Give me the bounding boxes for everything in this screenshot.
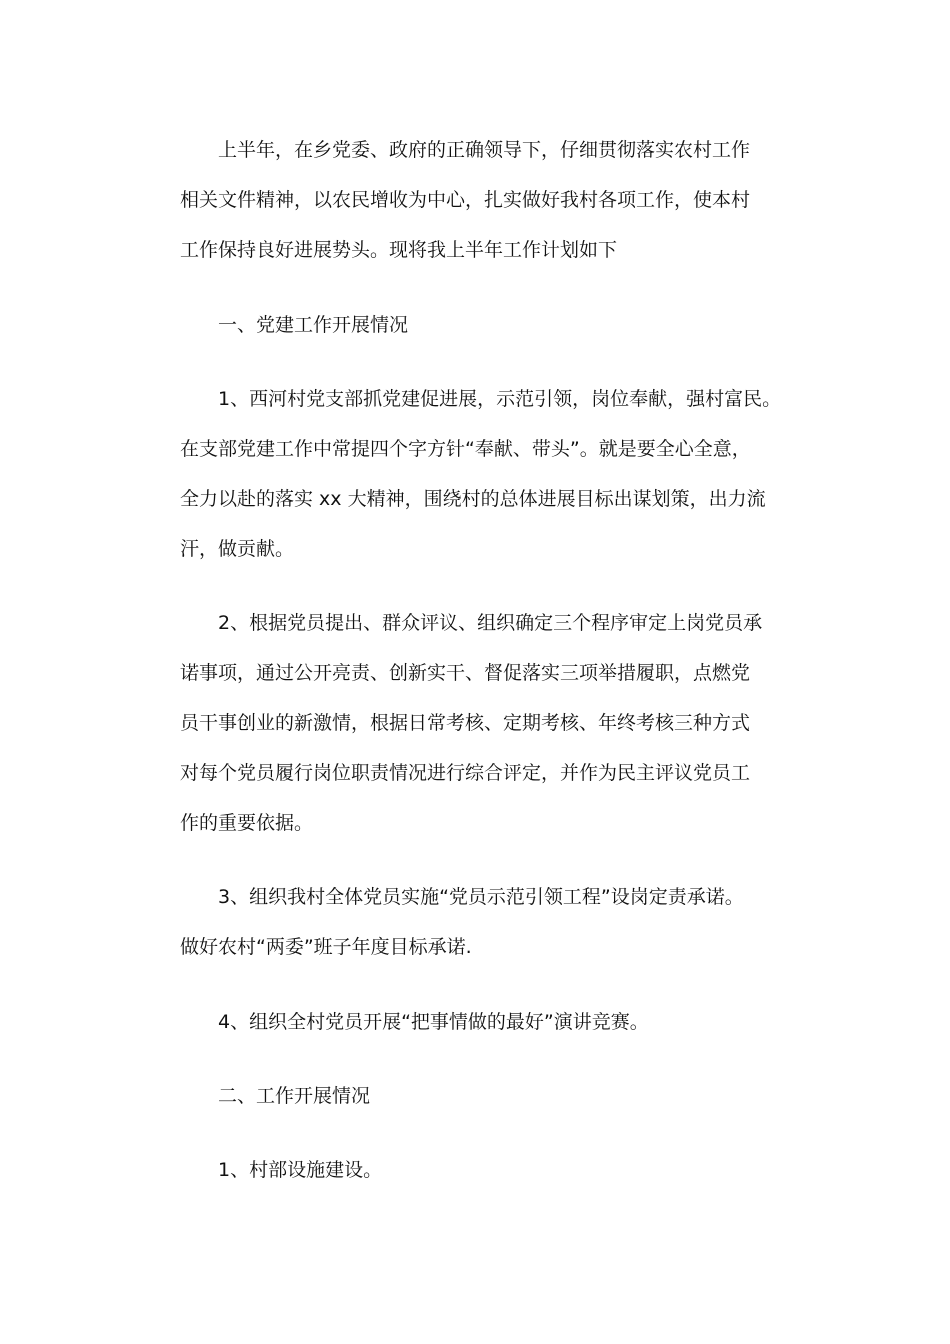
- item2-line-5: 作的重要依据。: [180, 812, 314, 834]
- item2-line-1: 2、根据党员提出、群众评议、组织确定三个程序审定上岗党员承: [218, 612, 763, 634]
- item3-line-1: 3、组织我村全体党员实施“党员示范引领工程”设岗定责承诺。: [218, 886, 744, 908]
- item2-line-4: 对每个党员履行岗位职责情况进行综合评定，并作为民主评议党员工: [180, 762, 751, 784]
- item1-line-3: 全力以赴的落实 xx 大精神，围绕村的总体进展目标出谋划策，出力流: [180, 488, 766, 510]
- item1-line-2: 在支部党建工作中常提四个字方针“奉献、带头”。就是要全心全意，: [180, 438, 751, 460]
- intro-line-3: 工作保持良好进展势头。现将我上半年工作计划如下: [180, 239, 618, 261]
- item2-line-3: 员干事创业的新激情，根据日常考核、定期考核、年终考核三种方式: [180, 712, 751, 734]
- item1-line-4: 汗，做贡献。: [180, 538, 295, 560]
- item5-line-1: 1、村部设施建设。: [218, 1159, 383, 1181]
- section-heading-work-progress: 二、工作开展情况: [218, 1085, 371, 1107]
- item4-line-1: 4、组织全村党员开展“把事情做的最好”演讲竞赛。: [218, 1011, 649, 1033]
- section-heading-party-building: 一、党建工作开展情况: [218, 314, 409, 336]
- intro-line-1: 上半年，在乡党委、政府的正确领导下，仔细贯彻落实农村工作: [218, 139, 751, 161]
- intro-line-2: 相关文件精神，以农民增收为中心，扎实做好我村各项工作，使本村: [180, 189, 751, 211]
- item1-line-1: 1、西河村党支部抓党建促进展，示范引领，岗位奉献，强村富民。: [218, 388, 782, 410]
- item2-line-2: 诺事项，通过公开亮责、创新实干、督促落实三项举措履职，点燃党: [180, 662, 751, 684]
- item3-line-2: 做好农村“两委”班子年度目标承诺.: [180, 936, 472, 958]
